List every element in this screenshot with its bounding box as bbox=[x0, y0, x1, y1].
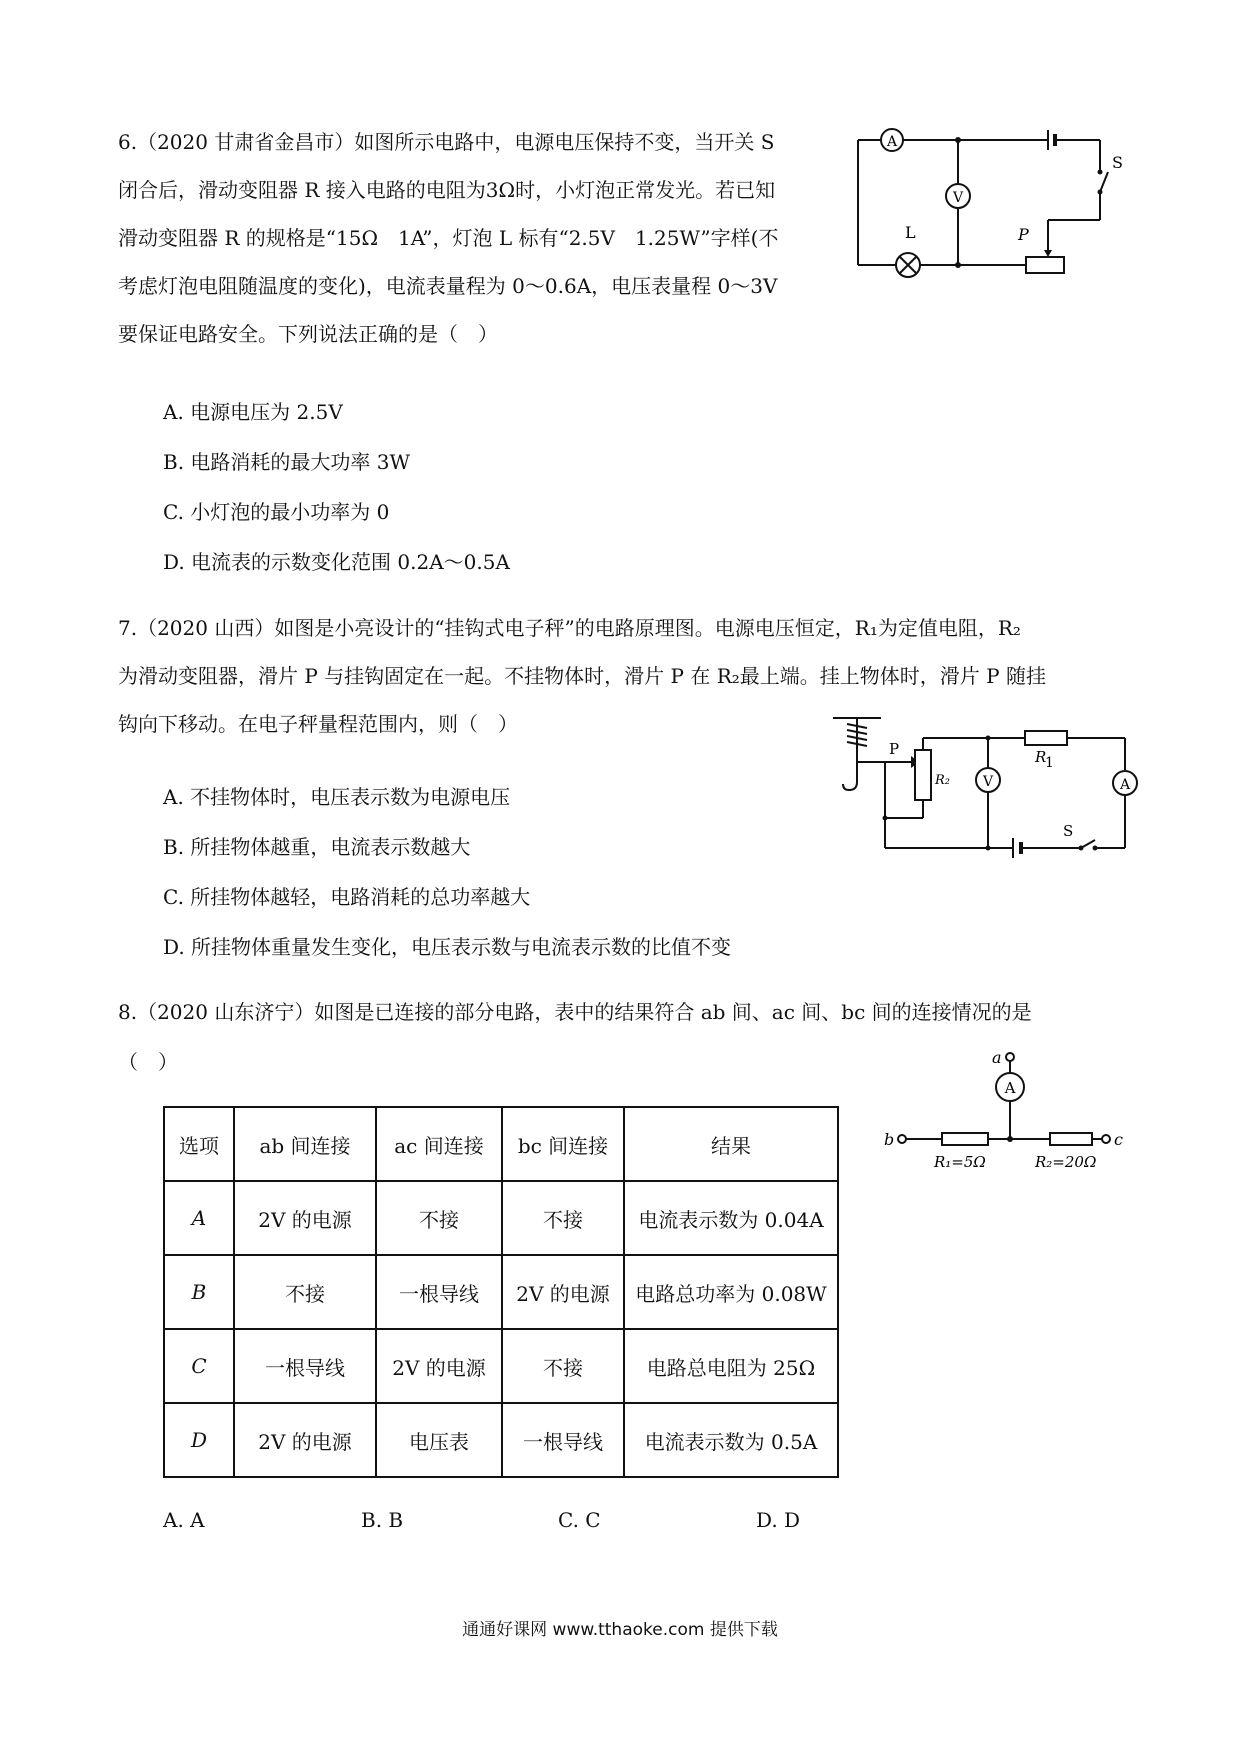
q6-line-2: 闭合后，滑动变阻器 R 接入电路的电阻为3Ω时，小灯泡正常发光。若已知 bbox=[118, 178, 776, 202]
q6-line-5: 要保证电路安全。下列说法正确的是（ ） bbox=[118, 322, 498, 346]
terminal-c-label: c bbox=[1114, 1130, 1123, 1149]
table-cell: 不接 bbox=[502, 1329, 624, 1403]
battery-icon bbox=[1048, 130, 1055, 150]
q8-circuit-diagram bbox=[880, 1045, 1130, 1175]
ammeter-icon bbox=[881, 129, 903, 151]
table-cell: 电路总功率为 0.08W bbox=[624, 1255, 838, 1329]
table-header-cell: 选项 bbox=[164, 1107, 234, 1181]
q6-option-b: B. 电路消耗的最大功率 3W bbox=[163, 450, 411, 474]
table-cell: 一根导线 bbox=[502, 1403, 624, 1477]
table-cell: C bbox=[164, 1329, 234, 1403]
q8-line-2: （ ） bbox=[118, 1050, 178, 1074]
q7-voltmeter-icon bbox=[976, 768, 1000, 792]
table-cell: B bbox=[164, 1255, 234, 1329]
table-cell: 一根导线 bbox=[376, 1255, 502, 1329]
table-cell: 2V 的电源 bbox=[234, 1403, 376, 1477]
q7-ammeter-icon bbox=[1113, 771, 1137, 795]
q6-line-1: 6.（2020 甘肃省金昌市）如图所示电路中，电源电压保持不变，当开关 S bbox=[118, 130, 775, 154]
table-cell: 不接 bbox=[502, 1181, 624, 1255]
q7-resistor-r1-icon bbox=[1025, 731, 1067, 771]
svg-text:A: A bbox=[886, 134, 898, 150]
q7-option-d: D. 所挂物体重量发生变化，电压表示数与电流表示数的比值不变 bbox=[163, 935, 732, 959]
svg-text:P: P bbox=[889, 740, 900, 758]
table-cell: 电流表示数为 0.5A bbox=[624, 1403, 838, 1477]
q6-circuit-diagram bbox=[850, 120, 1130, 280]
q7-option-c: C. 所挂物体越轻，电路消耗的总功率越大 bbox=[163, 885, 531, 909]
q8-result-table bbox=[163, 1106, 839, 1478]
q8-answer-b: B. B bbox=[361, 1508, 404, 1532]
page-footer: 通通好课网 www.tthaoke.com 提供下载 bbox=[462, 1620, 778, 1640]
svg-text:S: S bbox=[1112, 153, 1123, 172]
table-header-cell: ab 间连接 bbox=[234, 1107, 376, 1181]
svg-text:S: S bbox=[1063, 822, 1074, 840]
svg-text:P: P bbox=[1018, 225, 1029, 244]
table-header-cell: bc 间连接 bbox=[502, 1107, 624, 1181]
table-cell: 2V 的电源 bbox=[376, 1329, 502, 1403]
table-row bbox=[164, 1255, 838, 1329]
q8-answer-d: D. D bbox=[756, 1508, 801, 1532]
table-cell: D bbox=[164, 1403, 234, 1477]
svg-text:R₂: R₂ bbox=[935, 773, 950, 788]
table-cell: 电流表示数为 0.04A bbox=[624, 1181, 838, 1255]
q7-line-1: 7.（2020 山西）如图是小亮设计的“挂钩式电子秤”的电路原理图。电源电压恒定，R₁为定值电阻，R₂ bbox=[118, 616, 1021, 640]
table-cell: 2V 的电源 bbox=[502, 1255, 624, 1329]
table-header-cell: ac 间连接 bbox=[376, 1107, 502, 1181]
lamp-icon bbox=[896, 223, 920, 277]
svg-text:V: V bbox=[952, 190, 964, 206]
q7-line-2: 为滑动变阻器，滑片 P 与挂钩固定在一起。不挂物体时，滑片 P 在 R₂最上端。挂上物体时，滑片 P 随挂 bbox=[118, 664, 1046, 688]
table-cell: 2V 的电源 bbox=[234, 1181, 376, 1255]
q7-circuit-diagram bbox=[823, 710, 1131, 870]
table-row bbox=[164, 1329, 838, 1403]
q6-option-d: D. 电流表的示数变化范围 0.2A～0.5A bbox=[163, 550, 510, 574]
terminal-a-label: a bbox=[992, 1048, 1002, 1067]
svg-text:V: V bbox=[982, 774, 994, 790]
q7-option-a: A. 不挂物体时，电压表示数为电源电压 bbox=[163, 785, 511, 809]
q6-line-4: 考虑灯泡电阻随温度的变化)，电流表量程为 0～0.6A，电压表量程 0～3V bbox=[118, 274, 778, 298]
table-header-row bbox=[164, 1107, 838, 1181]
q8-answer-a: A. A bbox=[163, 1508, 205, 1532]
q7-battery-icon bbox=[1013, 838, 1021, 858]
table-cell: 电压表 bbox=[376, 1403, 502, 1477]
table-header-cell: 结果 bbox=[624, 1107, 838, 1181]
table-cell: 不接 bbox=[234, 1255, 376, 1329]
table-cell: 不接 bbox=[376, 1181, 502, 1255]
table-row bbox=[164, 1403, 838, 1477]
q8-line-1: 8.（2020 山东济宁）如图是已连接的部分电路，表中的结果符合 ab 间、ac 间、bc 间的连接情况的是 bbox=[118, 1000, 1032, 1024]
table-cell: A bbox=[164, 1181, 234, 1255]
svg-text:R: R bbox=[1035, 748, 1047, 766]
svg-text:A: A bbox=[1004, 1079, 1016, 1097]
table-cell: 一根导线 bbox=[234, 1329, 376, 1403]
svg-text:R₁=5Ω: R₁=5Ω bbox=[934, 1153, 986, 1171]
table-row bbox=[164, 1181, 838, 1255]
svg-text:R₂=20Ω: R₂=20Ω bbox=[1035, 1153, 1097, 1171]
svg-text:L: L bbox=[905, 223, 916, 242]
q6-option-a: A. 电源电压为 2.5V bbox=[163, 400, 343, 424]
q6-option-c: C. 小灯泡的最小功率为 0 bbox=[163, 500, 390, 524]
q7-rheostat-r2-icon bbox=[915, 750, 950, 800]
q7-option-b: B. 所挂物体越重，电流表示数越大 bbox=[163, 835, 471, 859]
q8-ammeter-icon bbox=[996, 1073, 1024, 1101]
voltmeter-icon bbox=[946, 184, 970, 208]
q7-line-3: 钩向下移动。在电子秤量程范围内，则（ ） bbox=[118, 712, 518, 736]
q6-line-3: 滑动变阻器 R 的规格是“15Ω 1A”，灯泡 L 标有“2.5V 1.25W”字样(不 bbox=[118, 226, 779, 250]
q8-answer-c: C. C bbox=[558, 1508, 601, 1532]
q8-resistor-r1-icon bbox=[933, 1133, 988, 1171]
table-cell: 电路总电阻为 25Ω bbox=[624, 1329, 838, 1403]
svg-text:1: 1 bbox=[1045, 755, 1054, 771]
terminal-b-label: b bbox=[884, 1130, 895, 1149]
svg-text:A: A bbox=[1119, 777, 1131, 793]
q7-switch-icon bbox=[1063, 822, 1098, 851]
